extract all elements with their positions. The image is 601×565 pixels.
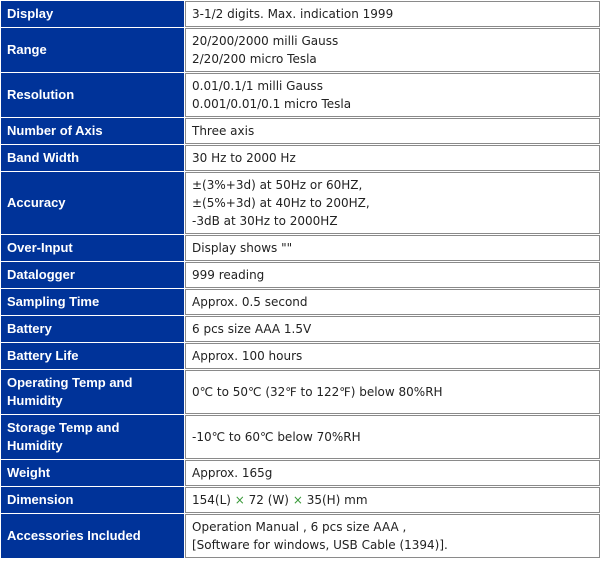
spec-value-line: 0.01/0.1/1 milli Gauss [192, 79, 323, 93]
spec-value [185, 514, 600, 558]
spec-row-dimension [1, 487, 600, 513]
spec-label [1, 415, 184, 459]
spec-row-sampling-time [1, 289, 600, 315]
spec-label: Number of Axis [1, 118, 184, 144]
spec-value-line: ±(3%+3d) at 50Hz or 60HZ, [192, 178, 363, 192]
spec-row-accessories [1, 514, 600, 558]
dimension-height: 35(H) mm [306, 493, 368, 507]
spec-label: Battery Life [1, 343, 184, 369]
spec-value [185, 415, 600, 459]
spec-value-line: 999 reading [192, 268, 265, 282]
spec-value-line: 2/20/200 micro Tesla [192, 52, 317, 66]
spec-label: Accessories Included [1, 514, 184, 558]
spec-value-line: [Software for windows, USB Cable (1394)]. [192, 538, 448, 552]
spec-value-line: 0℃ to 50℃ (32℉ to 122℉) below 80%RH [192, 385, 443, 399]
spec-row-weight [1, 460, 600, 486]
spec-row-operating-temp [1, 370, 600, 414]
spec-label: Datalogger [1, 262, 184, 288]
spec-value-line: Three axis [192, 124, 255, 138]
spec-label: Dimension [1, 487, 184, 513]
spec-label: Range [1, 28, 184, 72]
times-separator: × [292, 493, 303, 507]
spec-value [185, 343, 600, 369]
spec-label: Accuracy [1, 172, 184, 234]
spec-value-line: 6 pcs size AAA 1.5V [192, 322, 312, 336]
spec-value [185, 262, 600, 288]
spec-row-over-input [1, 235, 600, 261]
spec-value-line: 30 Hz to 2000 Hz [192, 151, 296, 165]
spec-value [185, 172, 600, 234]
spec-value [185, 316, 600, 342]
spec-value-line: -10℃ to 60℃ below 70%RH [192, 430, 361, 444]
spec-label-line: Storage Temp and [7, 420, 120, 435]
spec-row-battery [1, 316, 600, 342]
spec-value [185, 460, 600, 486]
spec-label: Over-Input [1, 235, 184, 261]
spec-row-range [1, 28, 600, 72]
spec-value-line: 20/200/2000 milli Gauss [192, 34, 339, 48]
spec-label-line: Humidity [7, 438, 63, 453]
spec-value-line: Display shows "" [192, 241, 293, 255]
spec-row-band-width [1, 145, 600, 171]
spec-value [185, 73, 600, 117]
spec-label: Display [1, 1, 184, 27]
spec-value [185, 118, 600, 144]
spec-value-line: 3-1/2 digits. Max. indication 1999 [192, 7, 394, 21]
spec-label: Sampling Time [1, 289, 184, 315]
spec-value [185, 145, 600, 171]
spec-row-storage-temp [1, 415, 600, 459]
spec-value [185, 289, 600, 315]
spec-label [1, 370, 184, 414]
spec-value-line: -3dB at 30Hz to 2000HZ [192, 214, 338, 228]
times-separator: × [234, 493, 245, 507]
spec-row-display [1, 1, 600, 27]
spec-value [185, 1, 600, 27]
spec-row-accuracy [1, 172, 600, 234]
spec-row-resolution [1, 73, 600, 117]
spec-value-line: Approx. 0.5 second [192, 295, 308, 309]
spec-label: Resolution [1, 73, 184, 117]
spec-label: Weight [1, 460, 184, 486]
spec-value-line: Operation Manual , 6 pcs size AAA , [192, 520, 407, 534]
spec-label-line: Humidity [7, 393, 63, 408]
spec-value-line: 0.001/0.01/0.1 micro Tesla [192, 97, 352, 111]
spec-label-line: Operating Temp and [7, 375, 133, 390]
spec-value-line: Approx. 100 hours [192, 349, 303, 363]
spec-row-battery-life [1, 343, 600, 369]
dimension-width: 72 (W) [248, 493, 289, 507]
spec-value [185, 370, 600, 414]
spec-row-datalogger [1, 262, 600, 288]
dimension-length: 154(L) [192, 493, 231, 507]
spec-value [185, 235, 600, 261]
spec-value [185, 28, 600, 72]
spec-value-line [192, 491, 593, 509]
spec-row-number-of-axis [1, 118, 600, 144]
spec-label: Band Width [1, 145, 184, 171]
spec-value-line: Approx. 165g [192, 466, 273, 480]
spec-value [185, 487, 600, 513]
spec-value-line: ±(5%+3d) at 40Hz to 200HZ, [192, 196, 370, 210]
spec-label: Battery [1, 316, 184, 342]
